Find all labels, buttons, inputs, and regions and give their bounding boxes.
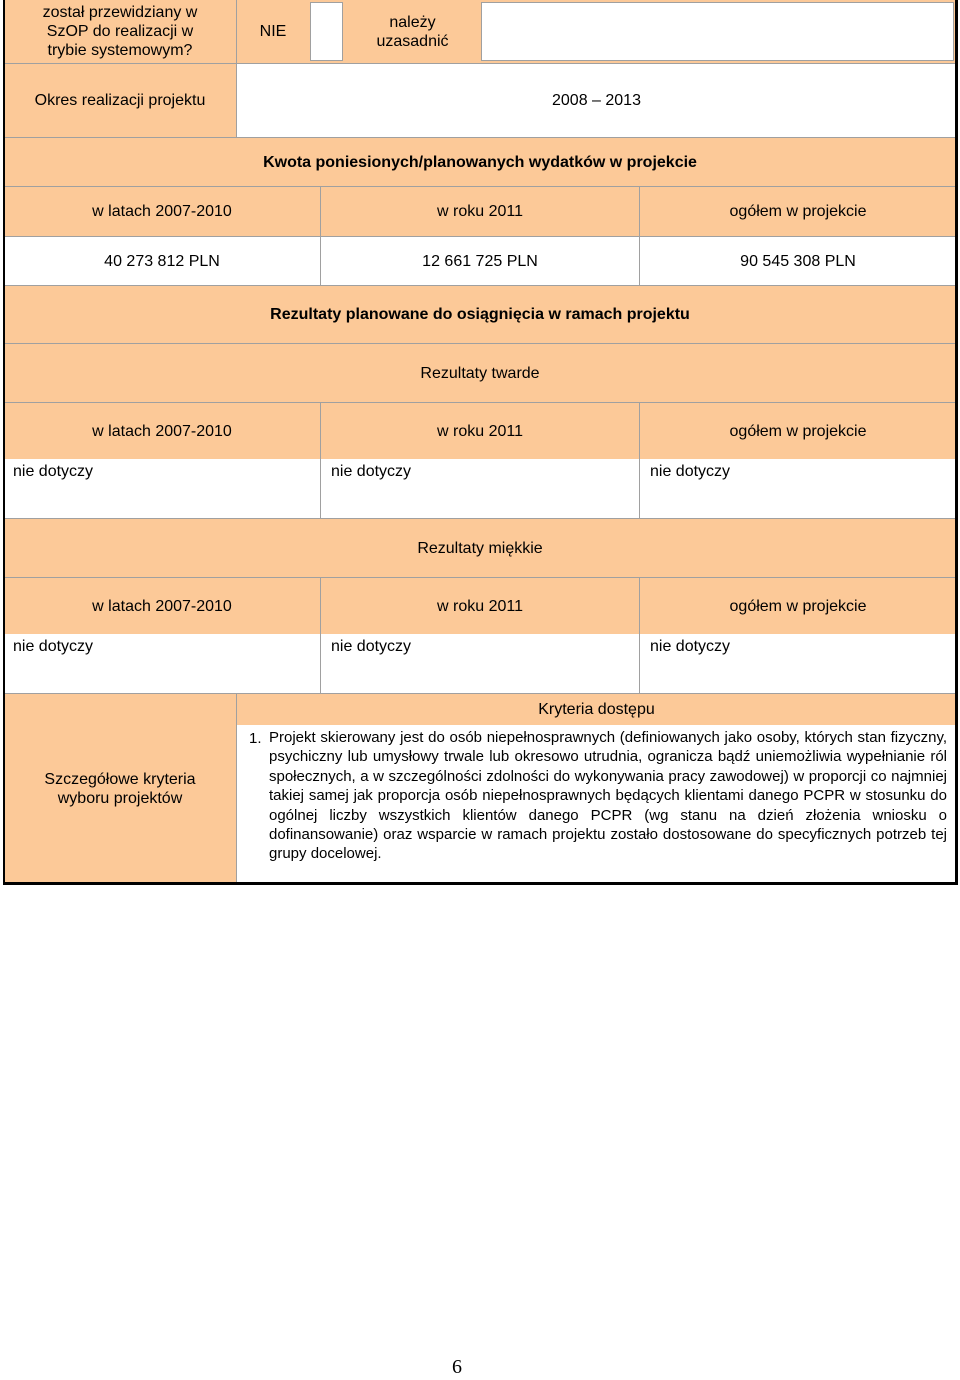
expenses-header-2007-2010: w latach 2007-2010 [92, 203, 232, 220]
hard-header-2007-2010: w latach 2007-2010 [92, 422, 232, 440]
criteria-item-number: 1. [249, 730, 262, 747]
table-bottom-border [3, 882, 958, 885]
hard-results-title: Rezultaty twarde [4, 344, 956, 402]
hard-header-2011: w roku 2011 [437, 422, 523, 440]
period-label: Okres realizacji projektu [34, 92, 206, 109]
hard-value-total: nie dotyczy [650, 463, 731, 480]
table-right-border [955, 0, 958, 885]
criteria-label: Szczegółowe kryteria wyboru projektów [4, 694, 236, 883]
mode-question-label: został przewidziany w SzOP do realizacji w trybie systemowym? [42, 4, 198, 59]
mode-empty-cell [310, 2, 343, 61]
mode-note: należy uzasadnić [376, 13, 449, 50]
page-number: 6 [452, 1356, 462, 1378]
table-left-border [3, 0, 5, 885]
hard-value-2007-2010: nie dotyczy [13, 463, 94, 480]
soft-header-total: ogółem w projekcie [729, 597, 867, 615]
soft-results-title: Rezultaty miękkie [4, 519, 956, 577]
expenses-value-2011: 12 661 725 PLN [321, 237, 639, 285]
results-title: Rezultaty planowane do osiągnięcia w ramach projektu [4, 286, 956, 343]
expenses-header-2011: w roku 2011 [437, 203, 523, 220]
criteria-item-text: Projekt skierowany jest do osób niepełnosprawnych (definiowanych jako osoby, których stan fizyczny, psychiczny lub umysłowy trwale lub okresowo utrudnia, ogranicza bądź uniemożliwia wypełnianie ról społecznych, a w szczególności zdolności do wykonywania pracy zawodowej) w proporcji co najmniej takiej samej jak proporcja osób niepełnosprawnych będących klientami danego PCPR w stosunku do ogólnej liczby wszystkich klientów danego PCPR (wg stanu na dzień złożenia wniosku o dofinansowanie) oraz wsparcie w ramach projektu zostało dostosowane do specyficznych potrzeb tej grupy docelowej. [269, 729, 947, 863]
soft-header-2011: w roku 2011 [437, 597, 523, 615]
expenses-value-2007-2010: 40 273 812 PLN [4, 237, 320, 285]
soft-value-2011: nie dotyczy [331, 638, 412, 655]
hard-value-2011: nie dotyczy [331, 463, 412, 480]
expenses-title: Kwota poniesionych/planowanych wydatków w projekcie [263, 153, 697, 171]
expenses-header-total: ogółem w projekcie [729, 203, 867, 220]
soft-header-2007-2010: w latach 2007-2010 [92, 597, 232, 615]
period-value: 2008 – 2013 [237, 64, 956, 137]
mode-empty-cell-right [481, 2, 954, 61]
expenses-value-total: 90 545 308 PLN [640, 237, 956, 285]
mode-answer: NIE [259, 23, 287, 40]
hard-header-total: ogółem w projekcie [729, 422, 867, 440]
soft-value-2007-2010: nie dotyczy [13, 638, 94, 655]
soft-value-total: nie dotyczy [650, 638, 731, 655]
criteria-header: Kryteria dostępu [237, 694, 956, 725]
